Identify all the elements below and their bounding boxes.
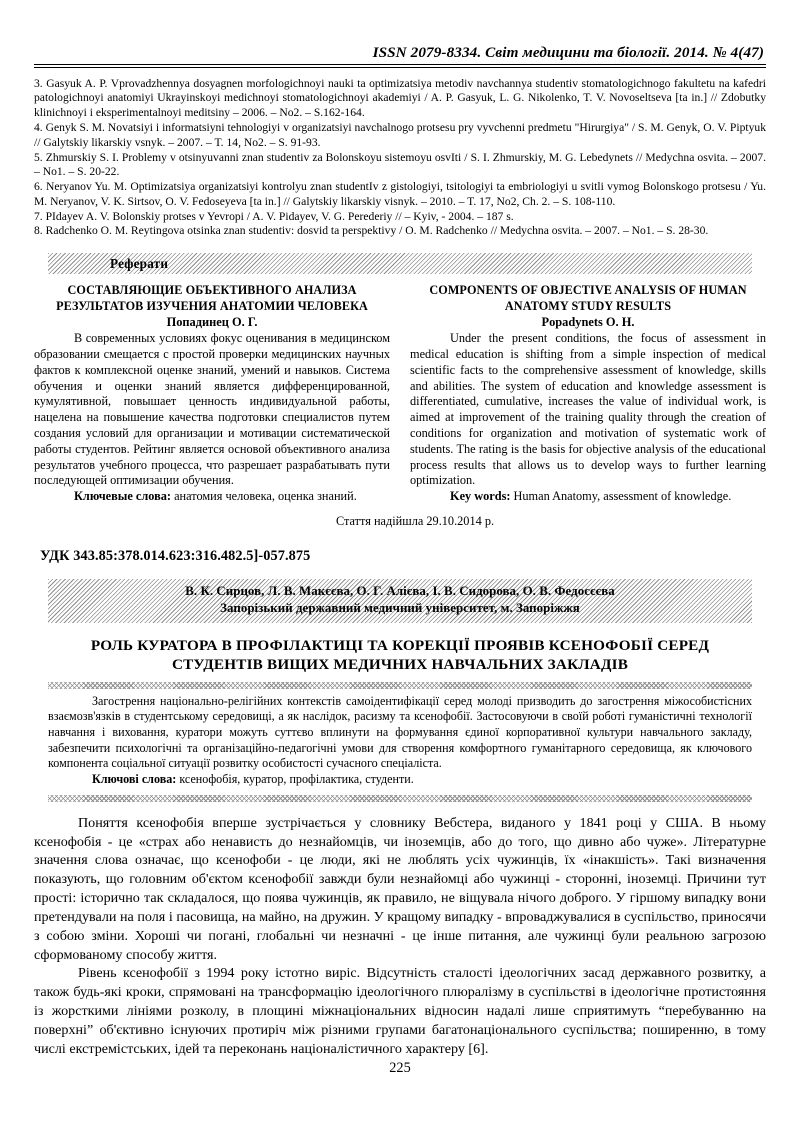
zigzag-divider-top <box>48 682 752 689</box>
received-date: Стаття надійшла 29.10.2014 р. <box>335 514 495 529</box>
article-keywords-label: Ключові слова: <box>92 772 177 787</box>
abstract-russian <box>34 283 390 505</box>
abstract-keywords-ru <box>34 489 390 505</box>
page-number: 225 <box>389 1060 411 1076</box>
reference-item: 6. Neryanov Yu. M. Optimizatsiya organizatsiyi kontrolyu znan studentIv z gistologiyi, tsitologiyi ta embriologiyi u svitli vymog Bolonskogo protsesu / Yu. M. Neryanov, V. K. Sirtsov, O. V. Fedoseyeva [ta in.] // Galytskiy likarskiy visnyk. – 2010. – T. 17, No2, Ch. 2. – S. 108-110. <box>34 180 766 208</box>
reference-item: 7. PIdayev A. V. Bolonskiy protses v Yevropi / A. V. Pidayev, V. G. Perederiy // – Kyiv, - 2004. – 187 s. <box>34 209 514 223</box>
keywords-label-en: Key words: <box>450 489 511 504</box>
abstract-keywords-en <box>410 489 766 505</box>
article-abstract <box>48 694 752 788</box>
abstract-author-ru: Попадинец О. Г. <box>166 315 258 330</box>
article-title: РОЛЬ КУРАТОРА В ПРОФІЛАКТИЦІ ТА КОРЕКЦІЇ ПРОЯВІВ КСЕНОФОБІЇ СЕРЕД СТУДЕНТІВ ВИЩИХ МЕДИЧНИХ НАВЧАЛЬНИХ ЗАКЛАДІВ <box>90 636 710 674</box>
article-author-banner <box>48 579 752 623</box>
article-authors: В. К. Сирцов, Л. В. Макєєва, О. Г. Алієва, І. В. Сидорова, О. В. Федосєєва <box>185 584 615 599</box>
keywords-label-ru: Ключевые слова: <box>74 489 171 504</box>
abstract-paragraph-en: Under the present conditions, the focus of assessment in medical education is shifting from a simple inspection of medical scientific facts to the comprehensive assessment of knowledge, skills and abilities. The system of education and knowledge assessment is differentiated, cumulative, increases the value of individual work, is aimed at improvement of the training quality through the creation of conditions for organization and motivation of systematic work of students. The rating is the basis for objective analysis of the educational process results that allows us to develop ways to further learning optimization. <box>410 331 766 488</box>
reference-item: 8. Radchenko O. M. Reytingova otsinka znan studentiv: dosvid ta perspektivy / O. M. Radchenko // Medychna osvita. – 2007. – No1. – S. 28-30. <box>34 224 709 238</box>
abstract-title-ru: СОСТАВЛЯЮЩИЕ ОБЪЕКТИВНОГО АНАЛИЗА РЕЗУЛЬТАТОВ ИЗУЧЕНИЯ АНАТОМИИ ЧЕЛОВЕКА <box>56 283 368 313</box>
abstract-author-en: Popadynets O. H. <box>541 315 635 330</box>
reference-list <box>34 77 766 240</box>
abstracts-section-label: Реферати <box>110 256 169 272</box>
abstract-body-ru <box>34 331 390 505</box>
reference-item: 4. Genyk S. M. Novatsiyi i informatsiyni tehnologiyi v organizatsiyi navchalnogo protsesu pry vyvchenni predmetu "Hirurgiya" / S. M. Genyk, O. V. Piptyuk // Galytskiy likarskiy vsnyk. – 2007. – T. 14, No2. – S. 91-93. <box>34 120 766 149</box>
body-paragraph: Рівень ксенофобії з 1994 року істотно виріс. Відсутність сталості ідеологічних засад державного розвитку, а також будь-які кроки, спрямовані на трансформацію ідеологічного плюралізму в суспільстві в ідеологічне протистояння із жорсткими лініями розколу, в площині міжнаціональних відносин надалі лише сприятимуть “перебуванню на поверхні” об'єктивно існуючих протиріч між різними групами багатонаціонального суспільства; поширенню, в тому числі екстремістських, ідей та переконань націоналістичного характеру [6]. <box>34 965 766 1057</box>
article-abstract-paragraph: Загострення національно-релігійних контекстів самоідентифікації серед молоді призводить до загострення міжособистісних взаємозв'язків в студентському середовищі, а як наслідок, расизму та ксенофобії. Застосовуючи в своїй роботі гуманістичні технології навчання і виховання, куратори можуть суттєво вплинути на формування єдиної корпоративної культури навчального закладу, забезпечити психологічні та організаційно-педагогічні умови для створення комфортного гуманітарного середовища, як ключового компонента соціальної ситуації розвитку особистості сучасного спеціаліста. <box>48 693 752 771</box>
abstracts-section-banner <box>48 253 752 274</box>
article-body <box>34 814 766 1059</box>
reference-item: 5. Zhmurskiy S. I. Problemy v otsinyuvanni znan studentiv za Bolonskoyu sistemoyu osvIti / S. I. Zhmurskiy, M. G. Lebedynets // Medychna osvita. – 2007. – No1. – S. 20-22. <box>34 150 766 179</box>
keywords-value-ru: анатомия человека, оценка знаний. <box>171 489 357 504</box>
abstracts-two-column <box>34 283 766 505</box>
running-head: ISSN 2079-8334. Світ медицини та біології. 2014. № 4(47) <box>372 44 764 61</box>
keywords-value-en: Human Anatomy, assessment of knowledge. <box>510 489 732 504</box>
article-keywords <box>48 772 752 788</box>
zigzag-divider-bottom <box>48 795 752 802</box>
article-affiliation: Запорізький державний медичний університет, м. Запоріжжя <box>220 601 580 616</box>
abstract-title-en: COMPONENTS OF OBJECTIVE ANALYSIS OF HUMAN ANATOMY STUDY RESULTS <box>429 283 747 313</box>
article-keywords-value: ксенофобія, куратор, профілактика, студенти. <box>176 772 414 787</box>
header-rule <box>34 64 766 68</box>
abstract-english <box>410 283 766 505</box>
reference-item: 3. Gasyuk A. P. Vprovadzhennya dosyagnen morfologichnoyi nauki ta optimizatsiya metodiv navchannya studentiv stomatologichnogo fakultetu na kafedri patologichnoyi anatomiyi Ukrayinskoyi medichnoyi stomatologichnoyi akademiyi / A. P. Gasyuk, L. G. Nikolenko, T. V. Novoseltseva [ta in.] // Zdobutky klinichnoyi i eksperimentalnoyi meditsiny – 2006. – No2. – S.162-164. <box>34 76 766 120</box>
body-paragraph: Поняття ксенофобія вперше зустрічається у словнику Вебстера, виданого у 1841 році у США. В ньому ксенофобія - це «страх або ненависть до незнайомців, чи іноземців, або до того, що дивно або чуже». Літературне значення слова означає, що ксенофоби - це люди, які не люблять усіх чужинців, їх «інакшість». Такі визначення показують, що головним об'єктом ксенофобії завжди були незнайомці або чужинці - сторонні, іноземці. Причини тут прості: історично так складалося, що поява чужинців, як правило, не віщувала нічого доброго. У гіршому випадку вони претендували на поля і пасовища, на майно, на дружин. У кращому випадку - впроваджувалися в суспільство, приносячи з собою зміни. Хороші чи погані, глобальні чи незначні - це інше питання, але чужинці були реальною загрозою сформованому способу життя. <box>34 814 766 963</box>
udk-code: УДК 343.85:378.014.623:316.482.5]-057.875 <box>40 548 311 565</box>
abstract-body-en <box>410 331 766 505</box>
abstract-paragraph-ru: В современных условиях фокус оценивания в медицинском образовании смещается с простой проверки медицинских научных фактов к комплексной оценке знаний, умений и навыков. Система обучения и оценки знаний является дифференцированной, кумулятивной, повышает ценность индивидуальной работы, нацелена на повышение качества подготовки специалистов путем создания условий для организации и мотивации систематической работы студентов. Рейтинг является основой объективного анализа результатов учебного процесса, что разрешает разрабатывать пути последующей оптимизации обучения. <box>34 331 390 488</box>
